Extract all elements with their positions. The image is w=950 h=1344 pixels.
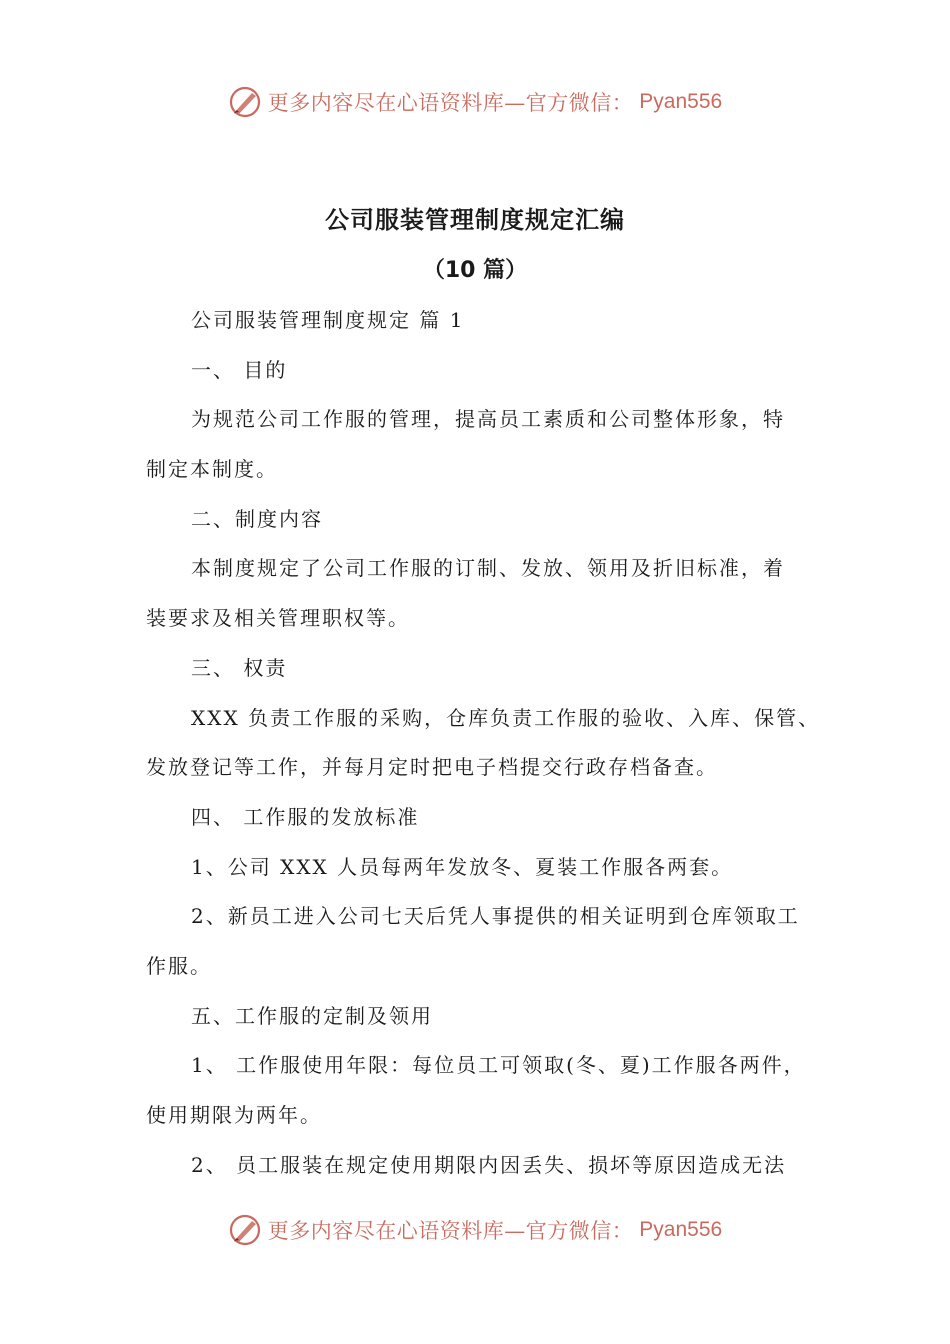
document-body — [146, 296, 826, 1190]
paragraph-line: 作服。 — [146, 953, 212, 978]
watermark-text: 更多内容尽在心语资料库—官方微信： — [267, 91, 634, 115]
watermark-account: Pyan556 — [639, 90, 723, 113]
paragraph-line: 为规范公司工作服的管理，提高员工素质和公司整体形象，特 — [191, 407, 785, 432]
section-heading: 二、制度内容 — [191, 506, 323, 531]
pen-logo-icon — [228, 1213, 262, 1247]
pen-logo-icon — [228, 85, 262, 119]
paragraph-line: XXX 负责工作服的采购，仓库负责工作服的验收、入库、保管、 — [191, 705, 821, 730]
list-item: 2、 员工服装在规定使用期限内因丢失、损坏等原因造成无法 — [191, 1152, 787, 1177]
watermark-account: Pyan556 — [639, 1218, 723, 1241]
section-heading: 五、工作服的定制及领用 — [191, 1003, 433, 1028]
document-title: 公司服装管理制度规定汇编 — [325, 206, 625, 234]
watermark-text: 更多内容尽在心语资料库—官方微信： — [267, 1219, 634, 1243]
list-item: 2、新员工进入公司七天后凭人事提供的相关证明到仓库领取工 — [191, 904, 800, 929]
section-heading: 一、 目的 — [191, 357, 288, 382]
document-subtitle: （10 篇） — [422, 258, 528, 283]
paragraph-line: 使用期限为两年。 — [146, 1103, 322, 1127]
paragraph-line: 发放登记等工作，并每月定时把电子档提交行政存档备查。 — [146, 755, 718, 780]
watermark-footer — [0, 1210, 950, 1250]
watermark-header — [0, 82, 950, 122]
list-item: 1、 工作服使用年限：每位员工可领取(冬、夏)工作服各两件， — [191, 1053, 806, 1078]
paragraph-line: 制定本制度。 — [146, 457, 278, 482]
section-heading: 三、 权责 — [191, 655, 288, 680]
section-heading: 四、 工作服的发放标准 — [191, 804, 420, 829]
list-item: 1、公司 XXX 人员每两年发放冬、夏装工作服各两套。 — [191, 854, 734, 879]
section-heading: 公司服装管理制度规定 篇 1 — [191, 308, 465, 332]
paragraph-line: 本制度规定了公司工作服的订制、发放、领用及折旧标准，着 — [191, 556, 785, 581]
paragraph-line: 装要求及相关管理职权等。 — [146, 606, 410, 631]
